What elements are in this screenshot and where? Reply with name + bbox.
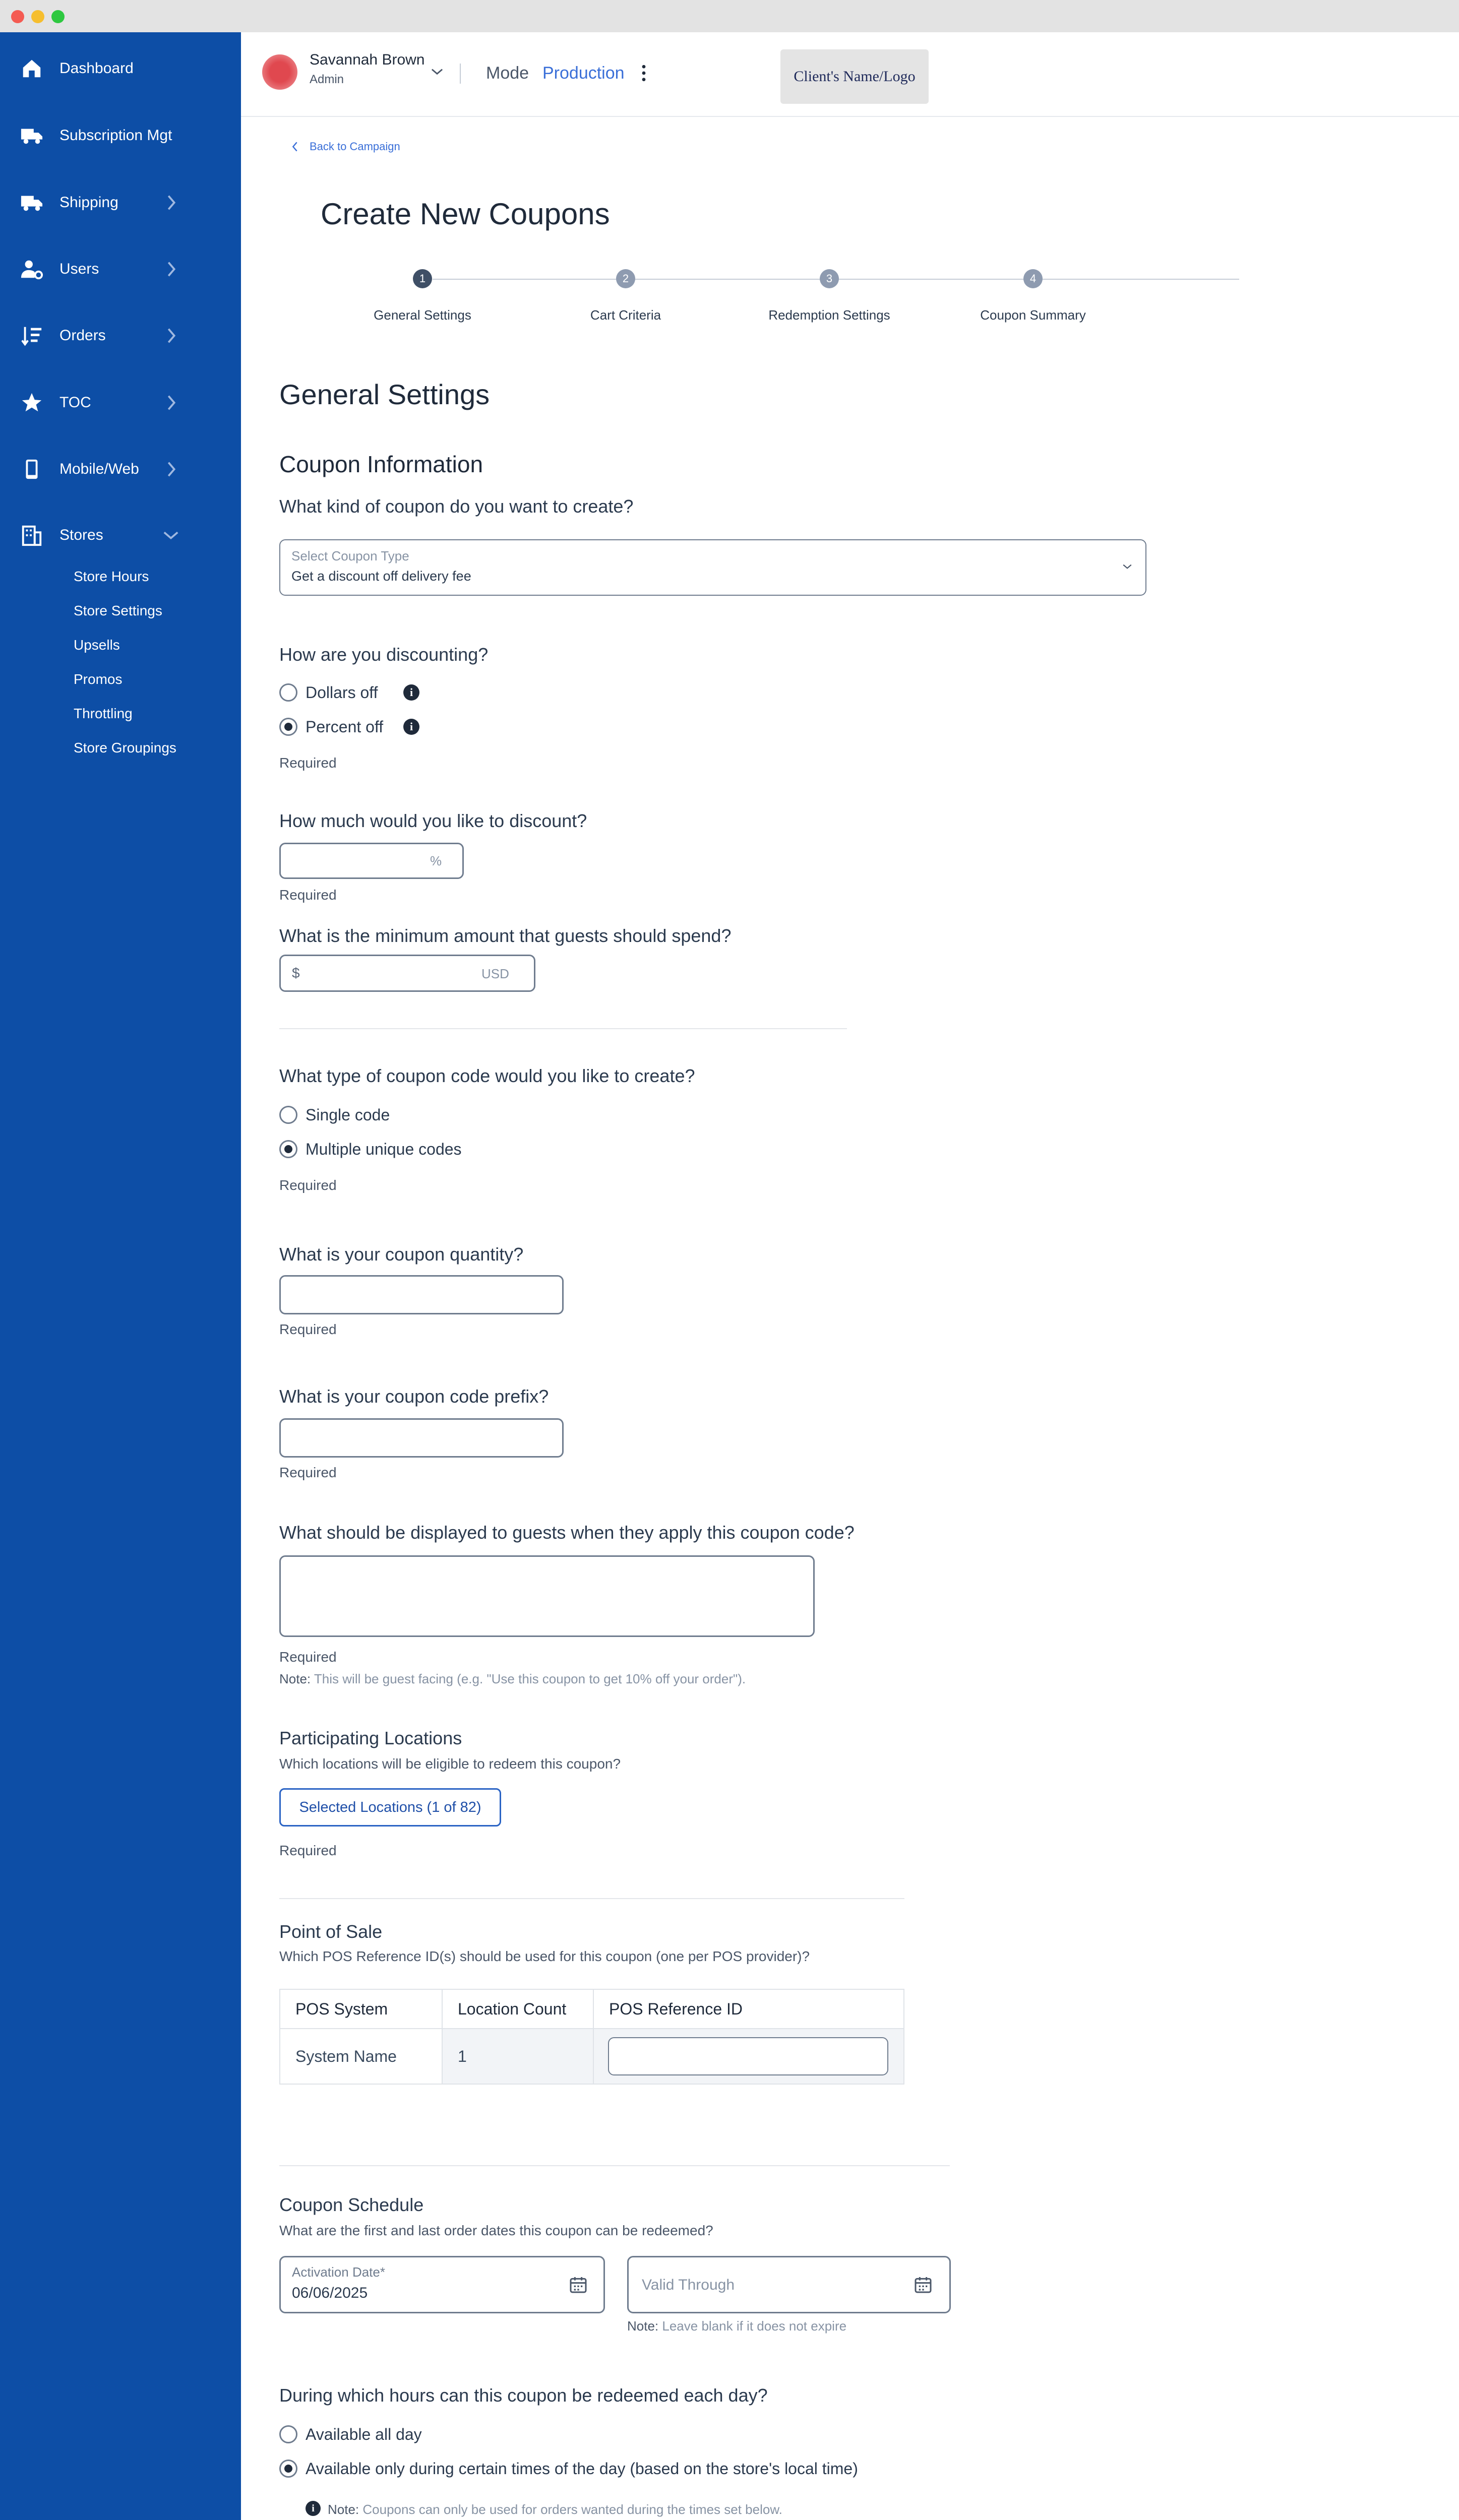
sort-list-icon	[20, 324, 43, 347]
main-content	[241, 32, 1459, 2520]
sidebar-subitem-promos[interactable]: Promos	[74, 671, 123, 687]
sidebar-subitem-upsells[interactable]: Upsells	[74, 637, 120, 653]
sidebar-item-label: Dashboard	[59, 60, 134, 77]
header-divider	[460, 64, 461, 84]
chevron-right-icon	[166, 461, 176, 478]
table-row	[280, 2029, 904, 2084]
page-title: Create New Coupons	[321, 197, 610, 231]
minimum-spend-question: What is the minimum amount that guests should spend?	[279, 925, 732, 946]
discount-amount-input[interactable]	[279, 843, 464, 879]
sidebar-item-label: TOC	[59, 394, 91, 411]
multiple-codes-radio[interactable]	[279, 1140, 297, 1158]
coupon-type-select[interactable]	[279, 539, 1146, 596]
window-titlebar	[0, 0, 1459, 32]
sidebar-item-mobile-web[interactable]	[0, 444, 241, 494]
sidebar-item-label: Orders	[59, 327, 106, 344]
pos-header-system: POS System	[280, 1989, 442, 2029]
section-divider	[279, 1028, 847, 1029]
avatar[interactable]	[262, 54, 297, 90]
multiple-codes-label[interactable]: Multiple unique codes	[306, 1140, 462, 1158]
required-text: Required	[279, 1843, 337, 1858]
back-to-campaign-link[interactable]: Back to Campaign	[310, 140, 400, 153]
available-all-day-label[interactable]: Available all day	[306, 2425, 422, 2443]
sidebar-subitem-store-settings[interactable]: Store Settings	[74, 603, 162, 618]
activation-date-label: Activation Date*	[292, 2264, 385, 2280]
minimum-spend-input[interactable]	[279, 955, 535, 992]
close-window-button[interactable]	[11, 10, 24, 23]
required-text: Required	[279, 1465, 337, 1480]
hours-note	[328, 2502, 782, 2517]
note-label: Note:	[627, 2318, 659, 2334]
info-icon: i	[306, 2501, 321, 2516]
sidebar-item-label: Shipping	[59, 194, 118, 211]
section-divider	[279, 2165, 950, 2166]
single-code-radio[interactable]	[279, 1106, 297, 1124]
quantity-question: What is your coupon quantity?	[279, 1244, 524, 1265]
coupon-prefix-input[interactable]	[279, 1418, 564, 1458]
pos-reference-cell	[593, 2029, 904, 2084]
user-name: Savannah Brown	[310, 51, 425, 68]
valid-through-note-text: Leave blank if it does not expire	[662, 2318, 847, 2334]
chevron-right-icon	[166, 394, 176, 411]
more-vertical-icon[interactable]	[641, 65, 646, 82]
chevron-right-icon	[166, 261, 176, 278]
required-text: Required	[279, 1649, 337, 1665]
percent-suffix: %	[430, 853, 442, 868]
chevron-left-icon[interactable]	[291, 141, 298, 152]
pos-header-count: Location Count	[442, 1989, 593, 2029]
truck-icon	[20, 124, 43, 147]
mode-label: Mode	[486, 64, 529, 83]
coupon-type-select-value: Get a discount off delivery fee	[291, 569, 471, 584]
user-role: Admin	[310, 73, 344, 86]
maximize-window-button[interactable]	[51, 10, 65, 23]
valid-through-note	[627, 2318, 846, 2334]
pos-reference-input[interactable]	[608, 2037, 888, 2075]
locations-title: Participating Locations	[279, 1728, 462, 1748]
chevron-down-icon	[162, 530, 179, 540]
pos-system-cell: System Name	[280, 2029, 442, 2084]
pos-title: Point of Sale	[279, 1921, 383, 1942]
info-icon[interactable]: i	[403, 719, 419, 735]
pos-table-header-row	[280, 1989, 904, 2029]
sidebar-item-users[interactable]	[0, 244, 241, 294]
sidebar-item-shipping[interactable]	[0, 177, 241, 228]
step-2-dot: 2	[616, 269, 635, 288]
guest-message-textarea[interactable]	[279, 1555, 815, 1637]
required-text: Required	[279, 1321, 337, 1337]
display-note	[279, 1671, 746, 1687]
sidebar-item-orders[interactable]	[0, 310, 241, 361]
activation-date-value: 06/06/2025	[292, 2285, 368, 2301]
percent-off-radio[interactable]	[279, 718, 297, 736]
sidebar	[0, 32, 241, 2520]
certain-times-radio[interactable]	[279, 2460, 297, 2478]
step-2-label[interactable]: Cart Criteria	[590, 307, 661, 323]
step-4-dot: 4	[1023, 269, 1043, 288]
schedule-subtitle: What are the first and last order dates this coupon can be redeemed?	[279, 2223, 713, 2238]
selected-locations-button[interactable]: Selected Locations (1 of 82)	[279, 1788, 501, 1826]
calendar-icon[interactable]	[568, 2275, 588, 2295]
info-icon[interactable]: i	[403, 684, 419, 701]
minimize-window-button[interactable]	[31, 10, 44, 23]
chevron-down-icon	[1122, 563, 1132, 570]
sidebar-item-subscription[interactable]	[0, 110, 241, 161]
sidebar-subitem-throttling[interactable]: Throttling	[74, 706, 133, 721]
step-4-label[interactable]: Coupon Summary	[980, 307, 1086, 323]
sidebar-item-label: Mobile/Web	[59, 461, 139, 477]
hours-question: During which hours can this coupon be redeemed each day?	[279, 2385, 768, 2406]
sidebar-item-label: Users	[59, 261, 99, 277]
coupon-quantity-input[interactable]	[279, 1275, 564, 1314]
locations-subtitle: Which locations will be eligible to redeem this coupon?	[279, 1756, 621, 1772]
certain-times-label[interactable]: Available only during certain times of the day (based on the store's local time)	[306, 2460, 858, 2478]
truck-icon	[20, 191, 43, 214]
mode-value[interactable]: Production	[542, 64, 625, 83]
dollar-prefix: $	[292, 965, 300, 981]
pos-count-cell: 1	[442, 2029, 593, 2084]
sidebar-item-label: Subscription Mgt	[59, 127, 172, 144]
coupon-type-select-label: Select Coupon Type	[291, 548, 409, 563]
step-3-label[interactable]: Redemption Settings	[768, 307, 890, 323]
hours-note-text: Coupons can only be used for orders wanted during the times set below.	[362, 2502, 782, 2517]
chevron-right-icon	[166, 327, 176, 344]
sidebar-subitem-store-groupings[interactable]: Store Groupings	[74, 740, 176, 755]
pos-table	[279, 1989, 904, 2085]
star-icon	[20, 391, 43, 414]
coupon-type-question: What kind of coupon do you want to create?	[279, 496, 634, 517]
percent-off-label[interactable]: Percent off	[306, 718, 384, 736]
calendar-icon[interactable]	[913, 2275, 933, 2295]
home-icon	[20, 57, 43, 80]
section-title: General Settings	[279, 379, 490, 410]
sidebar-subitem-store-hours[interactable]: Store Hours	[74, 569, 149, 584]
note-label: Note:	[279, 1671, 311, 1686]
top-header	[241, 32, 1459, 117]
discount-amount-question: How much would you like to discount?	[279, 810, 587, 831]
section-divider	[279, 1898, 904, 1899]
required-text: Required	[279, 887, 337, 903]
required-text: Required	[279, 1177, 337, 1193]
valid-through-field[interactable]	[627, 2256, 951, 2313]
step-1-dot: 1	[413, 269, 432, 288]
display-note-text: This will be guest facing (e.g. "Use this coupon to get 10% off your order").	[314, 1671, 746, 1686]
sidebar-item-dashboard[interactable]	[0, 43, 241, 94]
user-gear-icon	[20, 258, 43, 281]
pos-header-reference: POS Reference ID	[593, 1989, 904, 2029]
sidebar-item-toc[interactable]	[0, 377, 241, 428]
schedule-title: Coupon Schedule	[279, 2194, 424, 2215]
dollars-off-label[interactable]: Dollars off	[306, 683, 378, 702]
valid-through-placeholder: Valid Through	[642, 2277, 735, 2293]
single-code-label[interactable]: Single code	[306, 1106, 390, 1124]
client-logo: Client's Name/Logo	[780, 49, 929, 104]
note-label: Note:	[328, 2502, 359, 2517]
prefix-question: What is your coupon code prefix?	[279, 1386, 549, 1407]
step-3-dot: 3	[820, 269, 839, 288]
available-all-day-radio[interactable]	[279, 2425, 297, 2443]
chevron-right-icon	[166, 194, 176, 211]
chevron-down-icon[interactable]	[431, 68, 444, 76]
discount-question: How are you discounting?	[279, 644, 489, 665]
pos-subtitle: Which POS Reference ID(s) should be used for this coupon (one per POS provider)?	[279, 1948, 810, 1964]
usd-suffix: USD	[481, 966, 509, 981]
required-text: Required	[279, 755, 337, 771]
mobile-icon	[20, 458, 43, 481]
step-1-label[interactable]: General Settings	[374, 307, 471, 323]
sidebar-item-label: Stores	[59, 527, 103, 543]
sidebar-item-stores[interactable]	[0, 510, 241, 560]
display-text-question: What should be displayed to guests when they apply this coupon code?	[279, 1522, 855, 1543]
code-type-question: What type of coupon code would you like to create?	[279, 1065, 695, 1086]
dollars-off-radio[interactable]	[279, 683, 297, 702]
activation-date-field[interactable]	[279, 2256, 605, 2313]
coupon-info-title: Coupon Information	[279, 451, 483, 477]
building-icon	[20, 524, 43, 547]
